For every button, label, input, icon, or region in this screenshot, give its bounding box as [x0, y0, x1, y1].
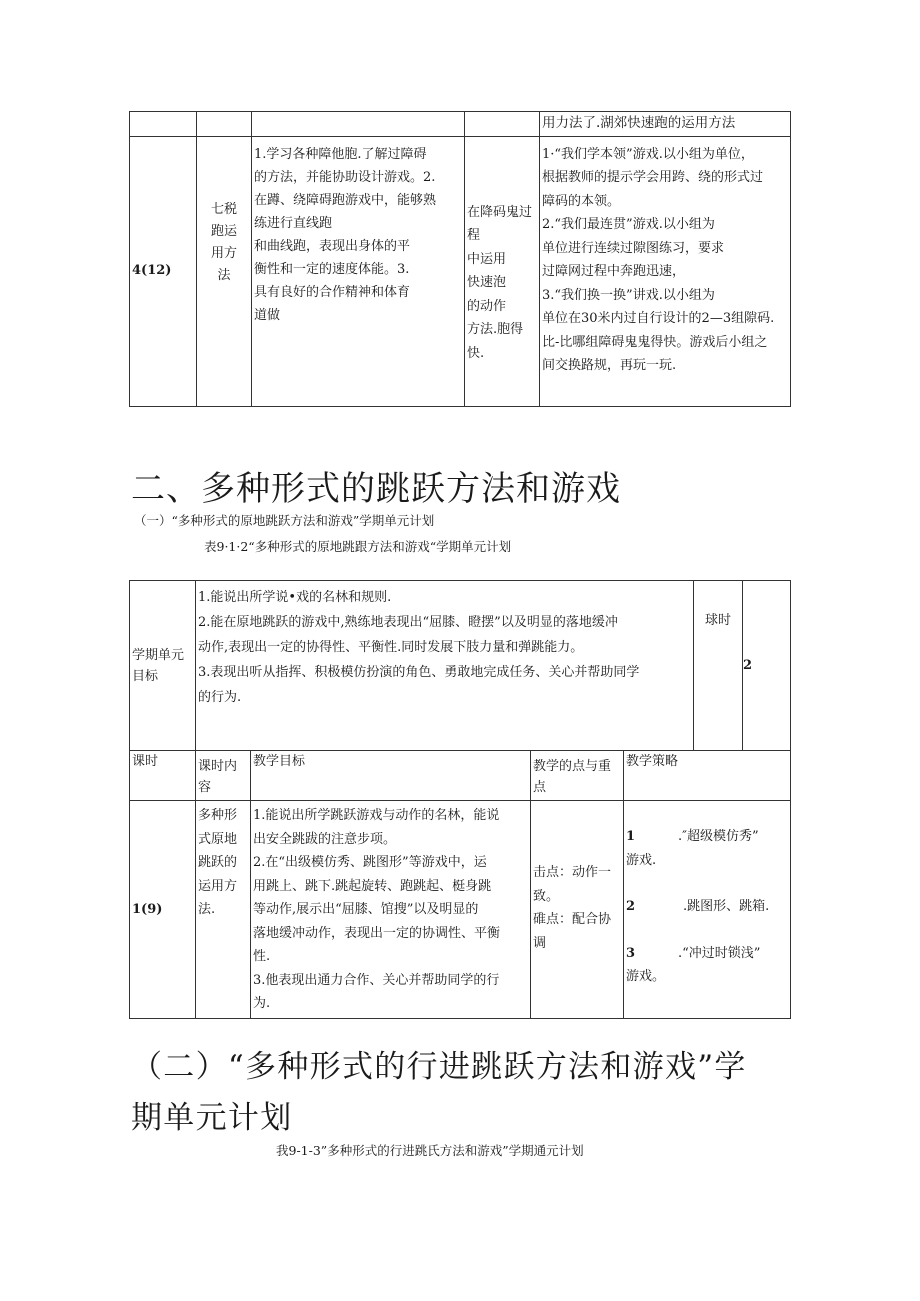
lesson-plan-table-1 — [129, 111, 791, 407]
teaching-strategy — [624, 801, 791, 1019]
column-header: 教学目标 — [251, 751, 531, 801]
column-header: 课时内 容 — [196, 751, 251, 801]
teaching-strategy: 1·“我们学本领”游戏.以小组为单位， 根据教师的提示学会用跨、绕的形式过 障码的本领。 2.“我们最连贯”游戏.以小组为 单位进行连续过隙图练习，要求 过障网过程中奔跑迅速， 3.“我们换一换”讲戏.以小组为 单位在30米内过自行设计的2—3组隙码. 比-比哪组障碍鬼鬼得快。游戏后小组之 间交换路规，再玩一玩. — [540, 136, 791, 406]
subsection-title-2-line2: 期单元计划 — [131, 1100, 293, 1136]
key-points: 在降码鬼过 程 中运用 快速泡 的动作 方法.胞得 快. — [465, 136, 540, 406]
table-cell — [252, 112, 465, 137]
table-header-row — [130, 751, 791, 801]
strategy-item-tail: 游戏. — [626, 852, 657, 868]
strategy-item: 2 .跳图形、跳箱. — [626, 899, 770, 914]
strategy-cell: 用力法了.湖郊快速跑的运用方法 — [540, 112, 791, 137]
column-header: 教学的点与重 点 — [531, 751, 624, 801]
table-row — [130, 112, 791, 137]
unit-goal-label: 学期单元 目标 — [130, 581, 196, 751]
teaching-goals: 1.能说出所学跳跃游戏与动作的名林，能说 出安全跳跋的注意步项。 2.在“出级模仿秀、跳图形”等游戏中，运 用跳上、跳下.跳起旋转、跑跳起、梃身跳 等动作,展示出“屈膝、馆搜”以及明显的 落地缓冲动作，表现出一定的协调性、平衡 性. 3.他表现出通力合作、关心并帮助同学的行 为. — [251, 801, 531, 1019]
lesson-number: 4(12) — [130, 136, 197, 406]
table-row — [130, 581, 791, 751]
table-cell — [465, 112, 540, 137]
lesson-content: 多种形 式原地 跳跃的 运用方 法. — [196, 801, 251, 1019]
teaching-goals: 1.学习各种障他胞.了解过障碍 的方法，并能协助设计游戏。2. 在蹲、绕障碍跑游戏中，能够熟 练进行直线跑 和曲线跑，表现出身体的平 衡性和一定的速度体能。3. 具有良好的合作精神和体育 道做 — [252, 136, 465, 406]
subsection-title: （一）“多种形式的原地跳跃方法和游戏”学期单元计划 — [134, 513, 435, 528]
hours-value: 2 — [743, 581, 791, 751]
table-cell — [130, 112, 197, 137]
strategy-item-tail: 游戏。 — [626, 969, 666, 984]
lesson-plan-table-2 — [129, 580, 791, 1019]
column-header: 课时 — [130, 751, 196, 801]
table-row — [130, 801, 791, 1019]
table-caption: 表9·1·2“多种形式的原地跳跟方法和游戏“学期单元计划 — [204, 539, 512, 554]
lesson-number: 1(9) — [130, 801, 196, 1019]
key-points: 击点：动作一 致。 碓点：配合协 调 — [531, 801, 624, 1019]
table-caption-3: 我9-1-3”多种形式的行进跳氏方法和游戏”学期通元计划 — [276, 1143, 584, 1158]
column-header: 教学策略 — [624, 751, 791, 801]
table-row — [130, 136, 791, 406]
table-cell — [197, 112, 252, 137]
hours-label: 球时 — [694, 581, 743, 751]
lesson-content: 七税 跑运 用方 法 — [197, 136, 252, 406]
strategy-item: 1 .″超级模仿秀” — [626, 829, 759, 844]
section-title: 二、多种形式的跳跃方法和游戏 — [131, 469, 621, 509]
strategy-item: 3 .“冲过时锁浅” — [626, 945, 761, 961]
unit-goals: 1.能说出所学说•戏的名林和规则. 2.能在原地跳跃的游戏中,熟练地表现出“屈膝、瞪摆”以及明显的落地缓冲 动作,表现出一定的协得性、平衡性.同时发展下肢力量和弹跳能力。 3.表现出听从指挥、积极模仿扮演的角色、勇敢地完成任务、关心并帮助同学 的行为. — [196, 581, 694, 751]
subsection-title-2-line1: （二）“多种形式的行进跳跃方法和游戏”学 — [131, 1049, 747, 1085]
